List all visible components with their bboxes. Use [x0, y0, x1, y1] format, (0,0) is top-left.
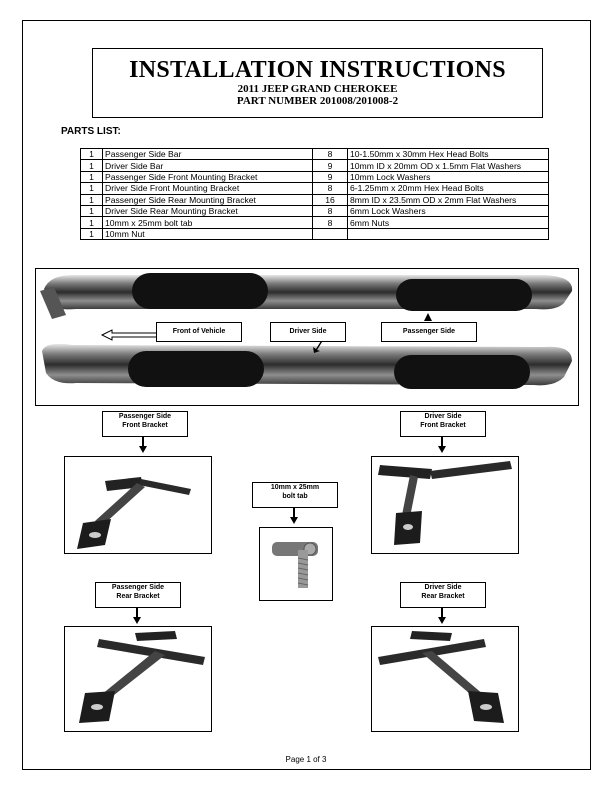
- qty-cell: 8: [313, 205, 348, 216]
- item-cell: 6mm Lock Washers: [348, 205, 549, 216]
- qty-cell: 1: [81, 194, 103, 205]
- qty-cell: 1: [81, 160, 103, 171]
- ps-rear-label-line2: Rear Bracket: [116, 593, 160, 600]
- item-cell: 10-1.50mm x 30mm Hex Head Bolts: [348, 149, 549, 160]
- item-cell: 10mm Lock Washers: [348, 171, 549, 182]
- ds-rear-bracket-photo: [371, 626, 519, 732]
- step-bars-photo: [35, 268, 579, 406]
- down-arrow-icon: [437, 436, 447, 454]
- qty-cell: 8: [313, 183, 348, 194]
- qty-cell: 1: [81, 183, 103, 194]
- item-cell: 6mm Nuts: [348, 217, 549, 228]
- item-cell: 8mm ID x 23.5mm OD x 2mm Flat Washers: [348, 194, 549, 205]
- bolt-tab-label-line2: bolt tab: [282, 493, 308, 500]
- item-cell: Driver Side Front Mounting Bracket: [103, 183, 313, 194]
- qty-cell: 9: [313, 171, 348, 182]
- qty-cell: [313, 228, 348, 239]
- item-cell: 10mm ID x 20mm OD x 1.5mm Flat Washers: [348, 160, 549, 171]
- driver-arrow-icon: [311, 340, 325, 354]
- ps-rear-label-line1: Passenger Side: [111, 584, 165, 591]
- table-row: [81, 228, 549, 239]
- table-row: [81, 183, 549, 194]
- item-cell: Passenger Side Rear Mounting Bracket: [103, 194, 313, 205]
- bracket-illustration: [65, 627, 211, 731]
- down-arrow-icon: [437, 607, 447, 625]
- ds-front-bracket-photo: [371, 456, 519, 554]
- bolt-tab-photo: [259, 527, 333, 601]
- ds-rear-label-line1: Driver Side: [424, 584, 462, 591]
- bolt-tab-label: [252, 482, 338, 508]
- qty-cell: 1: [81, 171, 103, 182]
- qty-cell: 1: [81, 228, 103, 239]
- item-cell: [348, 228, 549, 239]
- down-arrow-icon: [289, 507, 299, 525]
- ds-rear-bracket-label: [400, 582, 486, 608]
- table-row: [81, 217, 549, 228]
- item-cell: Passenger Side Bar: [103, 149, 313, 160]
- down-arrow-icon: [132, 607, 142, 625]
- bracket-illustration: [65, 457, 211, 553]
- bolt-tab-label-line1: 10mm x 25mm: [270, 484, 320, 491]
- table-row: [81, 160, 549, 171]
- ds-front-bracket-label: [400, 411, 486, 437]
- qty-cell: 8: [313, 217, 348, 228]
- qty-cell: 1: [81, 217, 103, 228]
- title-box: [92, 48, 543, 118]
- bolt-illustration: [260, 528, 332, 600]
- bracket-illustration: [372, 457, 518, 553]
- ds-front-label-line2: Front Bracket: [420, 422, 466, 429]
- item-cell: Driver Side Rear Mounting Bracket: [103, 205, 313, 216]
- qty-cell: 1: [81, 205, 103, 216]
- ds-rear-label-line2: Rear Bracket: [421, 593, 465, 600]
- ps-rear-bracket-label: [95, 582, 181, 608]
- part-number: PART NUMBER 201008/201008-2: [236, 95, 399, 107]
- ds-front-label-line1: Driver Side: [424, 413, 462, 420]
- bracket-illustration: [372, 627, 518, 731]
- front-of-vehicle-label: Front of Vehicle: [156, 322, 242, 342]
- item-cell: 10mm x 25mm bolt tab: [103, 217, 313, 228]
- parts-list-heading: PARTS LIST:: [61, 126, 121, 137]
- item-cell: Driver Side Bar: [103, 160, 313, 171]
- down-arrow-icon: [138, 436, 148, 454]
- driver-side-label: Driver Side: [270, 322, 346, 342]
- ps-front-label-line2: Front Bracket: [122, 422, 168, 429]
- table-row: [81, 194, 549, 205]
- ps-front-bracket-label: [102, 411, 188, 437]
- parts-table: [80, 148, 549, 240]
- item-cell: 6-1.25mm x 20mm Hex Head Bolts: [348, 183, 549, 194]
- ps-rear-bracket-photo: [64, 626, 212, 732]
- qty-cell: 9: [313, 160, 348, 171]
- ps-front-label-line1: Passenger Side: [118, 413, 172, 420]
- document-title: INSTALLATION INSTRUCTIONS: [129, 57, 506, 83]
- item-cell: Passenger Side Front Mounting Bracket: [103, 171, 313, 182]
- passenger-side-label: Passenger Side: [381, 322, 477, 342]
- vehicle-model: 2011 JEEP GRAND CHEROKEE: [237, 83, 398, 95]
- table-row: [81, 205, 549, 216]
- front-arrow-icon: [100, 329, 160, 341]
- item-cell: 10mm Nut: [103, 228, 313, 239]
- ps-front-bracket-photo: [64, 456, 212, 554]
- page-number: Page 1 of 3: [285, 755, 327, 764]
- passenger-arrow-icon: [423, 312, 433, 322]
- qty-cell: 8: [313, 149, 348, 160]
- qty-cell: 1: [81, 149, 103, 160]
- qty-cell: 16: [313, 194, 348, 205]
- table-row: [81, 171, 549, 182]
- table-row: [81, 149, 549, 160]
